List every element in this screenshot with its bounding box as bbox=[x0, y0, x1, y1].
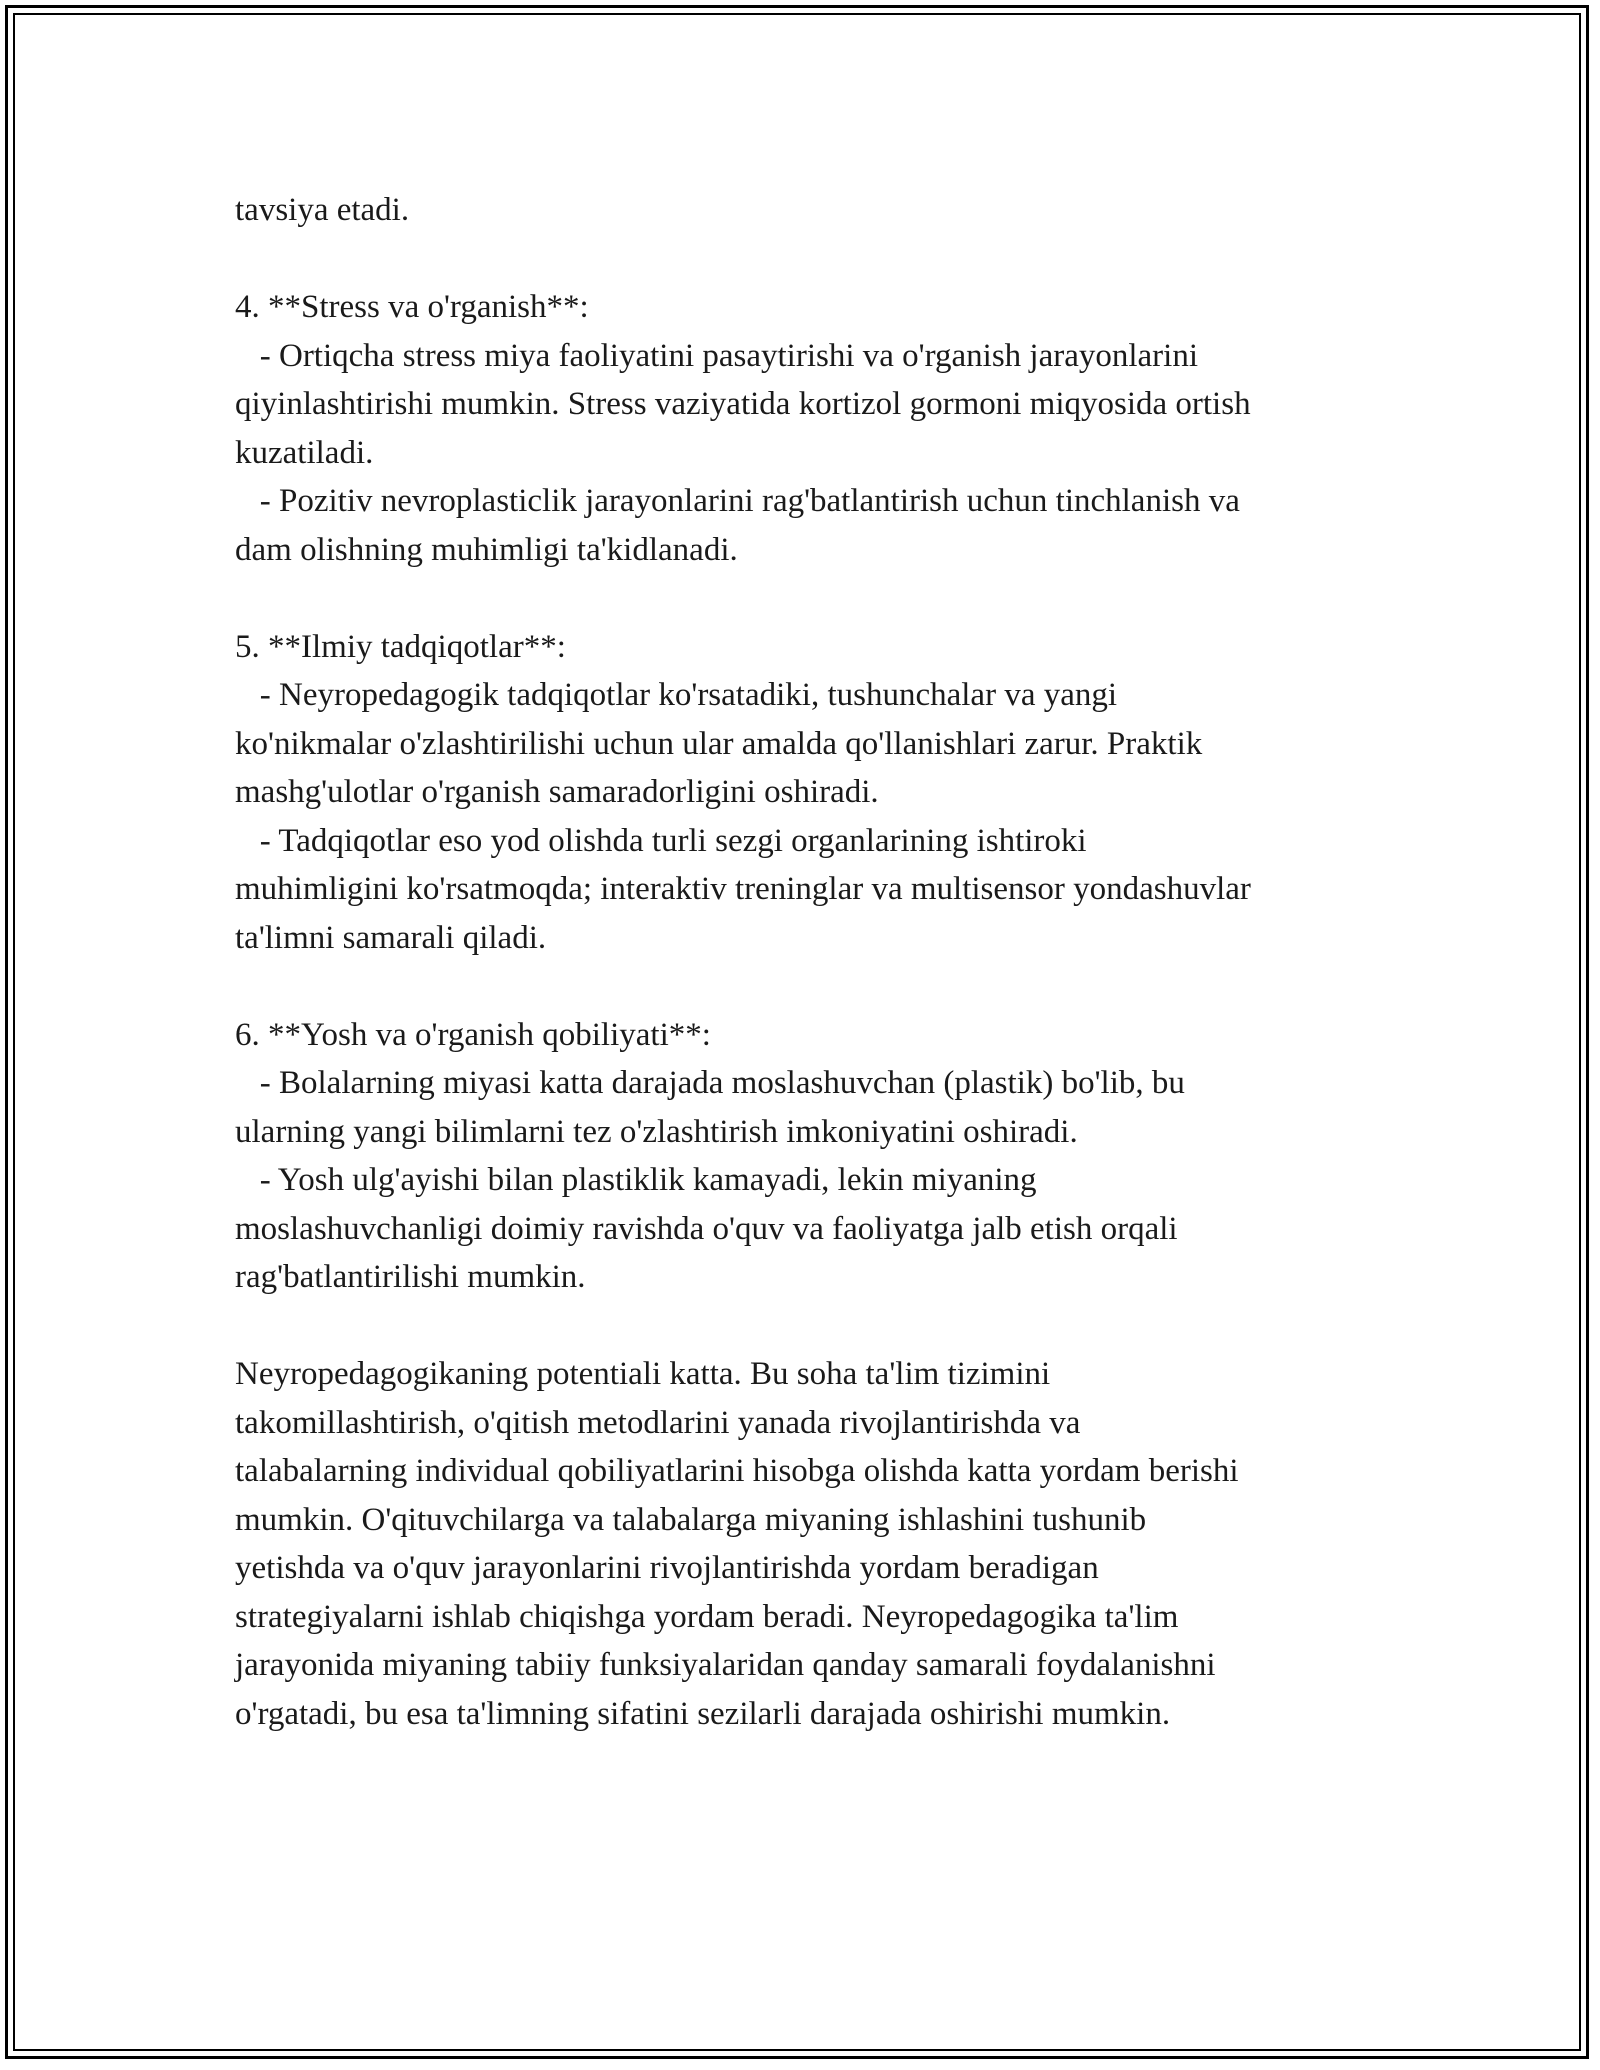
paragraph-line: o'rgatadi, bu esa ta'limning sifatini sezilarli darajada oshirishi mumkin. bbox=[235, 1695, 1171, 1732]
paragraph-line: talabalarning individual qobiliyatlarini hisobga olishda katta yordam berishi bbox=[235, 1453, 1239, 1489]
blank-line bbox=[235, 574, 1375, 623]
list-item-line: - Pozitiv nevroplasticlik jarayonlarini rag'batlantirish uchun tinchlanish va bbox=[235, 483, 1240, 519]
text-line: rag'batlantirilishi mumkin. bbox=[235, 1259, 586, 1295]
blank-line bbox=[235, 235, 1375, 284]
section-heading: 5. **Ilmiy tadqiqotlar**: bbox=[235, 628, 566, 665]
text-line: muhimligini ko'rsatmoqda; interaktiv treninglar va multisensor yondashuvlar bbox=[235, 871, 1251, 907]
text-line: ularning yangi bilimlarni tez o'zlashtirish imkoniyatini oshiradi. bbox=[235, 1113, 1078, 1150]
paragraph-line: yetishda va o'quv jarayonlarini rivojlantirishda yordam beradigan bbox=[235, 1550, 1099, 1586]
blank-line bbox=[235, 1302, 1375, 1351]
section-heading: 4. **Stress va o'rganish**: bbox=[235, 289, 589, 325]
text-line: mashg'ulotlar o'rganish samaradorligini oshiradi. bbox=[235, 774, 879, 810]
text-line: dam olishning muhimligi ta'kidlanadi. bbox=[235, 531, 738, 568]
list-item-line: - Bolalarning miyasi katta darajada moslashuvchan (plastik) bo'lib, bu bbox=[235, 1065, 1185, 1101]
text-line: tavsiya etadi. bbox=[235, 192, 410, 228]
list-item-line: - Yosh ulg'ayishi bilan plastiklik kamayadi, lekin miyaning bbox=[235, 1162, 1037, 1198]
blank-line bbox=[235, 962, 1375, 1011]
list-item-line: - Neyropedagogik tadqiqotlar ko'rsatadiki, tushunchalar va yangi bbox=[235, 677, 1118, 713]
paragraph-line: Neyropedagogikaning potentiali katta. Bu soha ta'lim tizimini bbox=[235, 1356, 1051, 1392]
list-item-line: - Ortiqcha stress miya faoliyatini pasaytirishi va o'rganish jarayonlarini bbox=[235, 337, 1199, 374]
list-item-line: - Tadqiqotlar eso yod olishda turli sezgi organlarining ishtiroki bbox=[235, 822, 1087, 859]
paragraph-line: takomillashtirish, o'qitish metodlarini yanada rivojlantirishda va bbox=[235, 1404, 1081, 1441]
paragraph-line: mumkin. O'qituvchilarga va talabalarga miyaning ishlashini tushunib bbox=[235, 1501, 1147, 1538]
text-line: qiyinlashtirishi mumkin. Stress vaziyatida kortizol gormoni miqyosida ortish bbox=[235, 386, 1251, 422]
text-line: kuzatiladi. bbox=[235, 434, 374, 471]
text-line: ko'nikmalar o'zlashtirilishi uchun ular amalda qo'llanishlari zarur. Praktik bbox=[235, 725, 1203, 762]
document-body bbox=[235, 186, 1375, 1738]
paragraph-line: strategiyalarni ishlab chiqishga yordam beradi. Neyropedagogika ta'lim bbox=[235, 1598, 1179, 1635]
text-line: ta'limni samarali qiladi. bbox=[235, 919, 547, 956]
section-heading: 6. **Yosh va o'rganish qobiliyati**: bbox=[235, 1016, 711, 1053]
paragraph-line: jarayonida miyaning tabiiy funksiyalaridan qanday samarali foydalanishni bbox=[235, 1647, 1216, 1683]
text-line: moslashuvchanligi doimiy ravishda o'quv va faoliyatga jalb etish orqali bbox=[235, 1210, 1178, 1247]
